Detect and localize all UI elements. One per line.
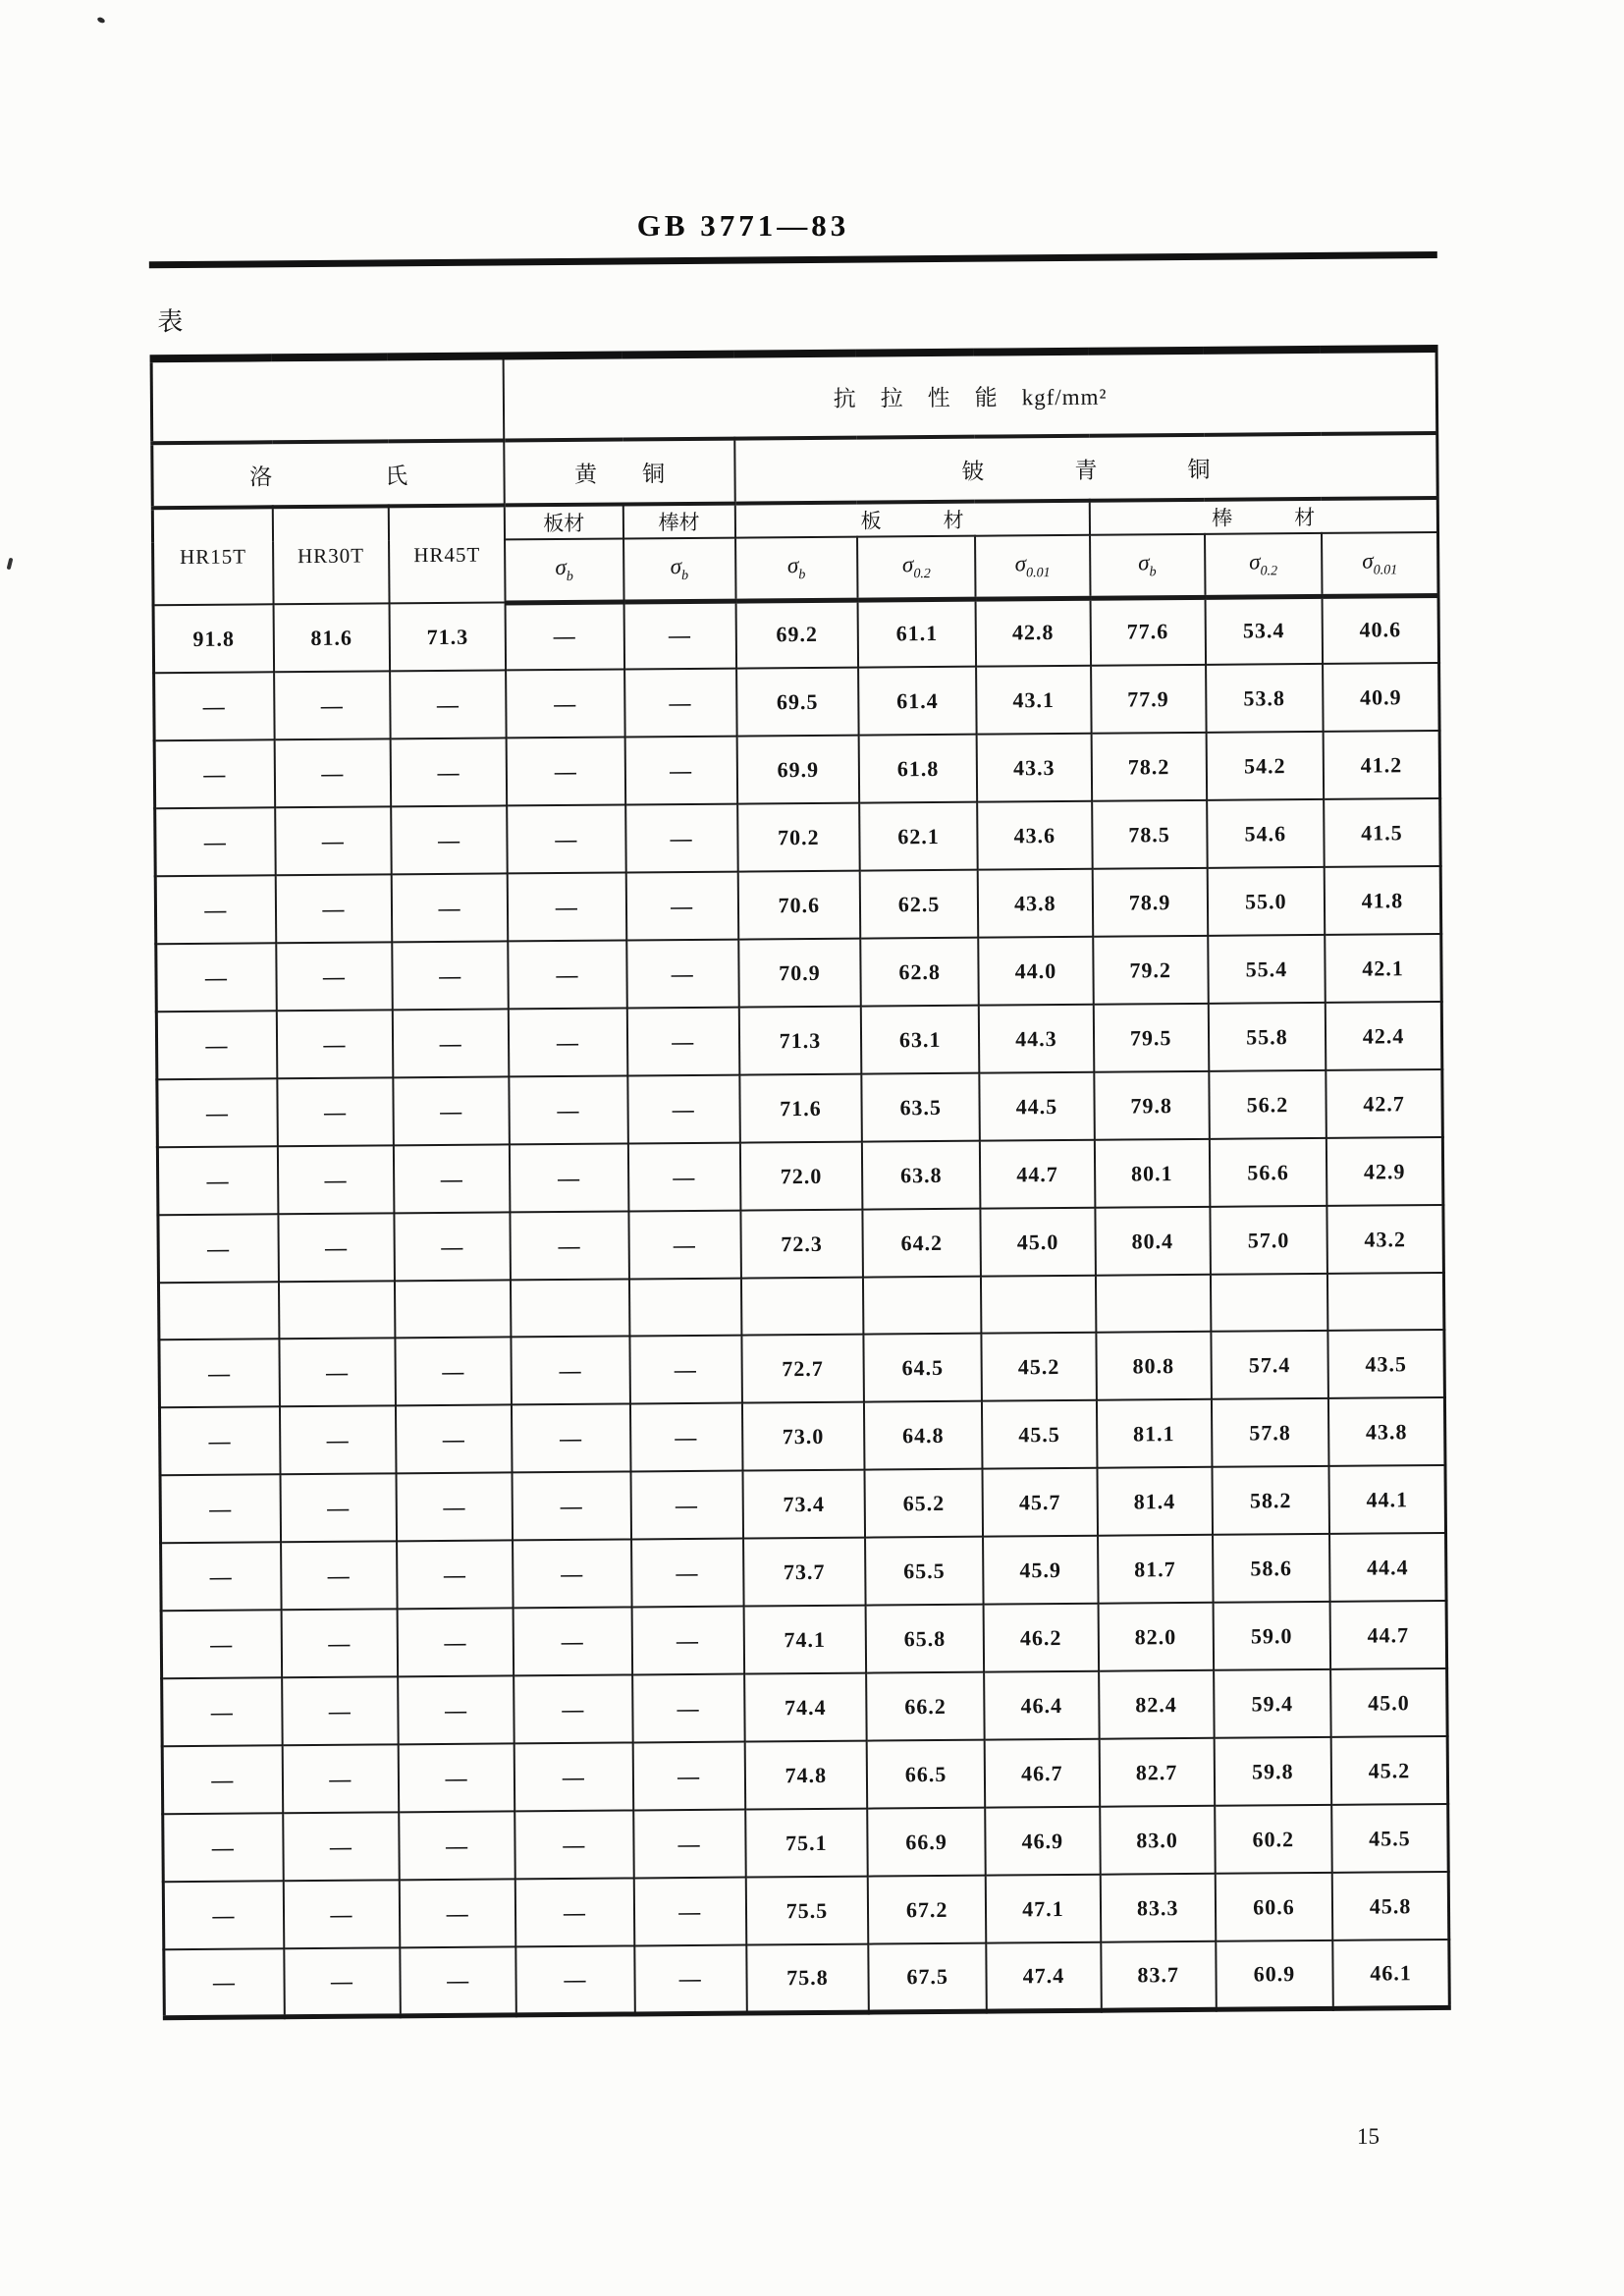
table-cell: 80.4 bbox=[1095, 1207, 1211, 1276]
table-cell: — bbox=[158, 1214, 279, 1283]
table-cell: 83.0 bbox=[1100, 1806, 1216, 1875]
table-cell: — bbox=[155, 807, 276, 876]
table-cell: — bbox=[400, 1946, 516, 2015]
table-cell: 54.2 bbox=[1206, 732, 1324, 800]
table-cell: 46.1 bbox=[1332, 1940, 1449, 2008]
table-cell: 82.4 bbox=[1099, 1670, 1215, 1739]
table-cell: 44.0 bbox=[979, 937, 1094, 1006]
table-cell: 58.6 bbox=[1213, 1534, 1330, 1603]
page-number: 15 bbox=[1357, 2124, 1380, 2149]
table-cell: 42.1 bbox=[1325, 934, 1441, 1003]
table-cell: — bbox=[633, 1810, 746, 1879]
hardness-conversion-table bbox=[150, 345, 1451, 2020]
table-cell: — bbox=[392, 941, 509, 1010]
table-cell: 55.8 bbox=[1209, 1003, 1326, 1071]
table-cell: 46.9 bbox=[985, 1807, 1100, 1876]
table-cell: — bbox=[632, 1742, 745, 1811]
table-row bbox=[160, 1465, 1446, 1543]
table-cell: — bbox=[281, 1609, 398, 1677]
table-cell: 44.3 bbox=[979, 1005, 1094, 1073]
table-cell: 71.3 bbox=[390, 602, 507, 671]
table-cell: 66.9 bbox=[867, 1808, 986, 1877]
table-cell: 59.8 bbox=[1214, 1737, 1331, 1806]
table-cell: 61.1 bbox=[858, 599, 977, 668]
table-cell: 74.8 bbox=[744, 1741, 867, 1810]
table-cell: 60.6 bbox=[1216, 1873, 1333, 1941]
table-cell: 40.6 bbox=[1323, 595, 1439, 664]
table-cell: 42.7 bbox=[1326, 1069, 1442, 1138]
table-cell: 46.4 bbox=[984, 1671, 1099, 1740]
table-cell: 62.1 bbox=[859, 802, 978, 871]
table-cell: 63.5 bbox=[861, 1073, 980, 1142]
sigma-symbol: $\sigma_{0.01}$ bbox=[1362, 548, 1398, 578]
table-cell: 75.5 bbox=[746, 1877, 869, 1945]
table-cell: — bbox=[400, 1879, 516, 1947]
table-cell: 72.7 bbox=[741, 1335, 864, 1403]
table-cell: — bbox=[164, 1948, 285, 2017]
sigma-symbol: $\sigma_{0.2}$ bbox=[1249, 549, 1278, 579]
table-cell: — bbox=[159, 1339, 280, 1407]
col-header-sigma-b-brass-sheet bbox=[505, 538, 623, 602]
table-cell: 44.7 bbox=[1330, 1601, 1447, 1669]
table-cell: — bbox=[276, 942, 393, 1011]
table-cell: — bbox=[509, 940, 627, 1009]
table-cell: — bbox=[163, 1813, 284, 1882]
table-cell: 72.3 bbox=[740, 1210, 863, 1279]
table-cell: — bbox=[393, 1009, 510, 1077]
col-header-hr15t: HR15T bbox=[152, 507, 273, 605]
table-cell: 81.4 bbox=[1097, 1467, 1213, 1536]
spacer-row bbox=[158, 1273, 1443, 1339]
table-cell: — bbox=[275, 806, 392, 875]
table-cell: — bbox=[514, 1674, 632, 1743]
table-cell: — bbox=[161, 1610, 282, 1678]
table-cell: — bbox=[515, 1878, 634, 1946]
table-cell: 41.5 bbox=[1324, 798, 1440, 867]
table-cell: 74.1 bbox=[743, 1606, 866, 1674]
table-cell: — bbox=[391, 738, 508, 806]
table-cell: 45.2 bbox=[982, 1333, 1097, 1401]
table-cell: 67.2 bbox=[868, 1876, 987, 1944]
table-cell: 64.2 bbox=[862, 1209, 981, 1278]
table-cell: — bbox=[633, 1878, 746, 1946]
table-cell: — bbox=[630, 1471, 743, 1540]
table-cell: 54.6 bbox=[1207, 799, 1325, 868]
sigma-symbol: $\sigma_b$ bbox=[670, 553, 689, 583]
table-cell: 66.2 bbox=[866, 1672, 985, 1741]
table-cell: 40.9 bbox=[1323, 663, 1439, 732]
table-cell: — bbox=[514, 1607, 632, 1675]
table-cell bbox=[511, 1279, 629, 1337]
table-cell: 42.9 bbox=[1326, 1137, 1443, 1206]
table-cell: — bbox=[157, 1078, 278, 1147]
table-row bbox=[163, 1804, 1449, 1882]
table-cell: — bbox=[274, 671, 391, 739]
table-row bbox=[153, 595, 1439, 673]
table-row bbox=[157, 1137, 1443, 1215]
table-caption: 表 bbox=[157, 307, 184, 337]
table-cell: — bbox=[162, 1745, 283, 1814]
table-cell bbox=[628, 1279, 741, 1337]
table-cell: — bbox=[625, 872, 738, 941]
table-cell: — bbox=[629, 1336, 742, 1404]
table-cell: — bbox=[506, 669, 624, 738]
header-row-groups bbox=[152, 433, 1437, 508]
table-cell: — bbox=[397, 1540, 514, 1609]
table-cell: — bbox=[516, 1945, 635, 2014]
table-cell: 53.4 bbox=[1205, 596, 1323, 665]
table-cell: 45.0 bbox=[1330, 1668, 1447, 1737]
table-row bbox=[164, 1940, 1450, 2017]
col-header-sigma-b-bronze-bar bbox=[1090, 534, 1206, 598]
table-cell: 45.0 bbox=[981, 1208, 1096, 1277]
table-cell: 70.6 bbox=[737, 871, 860, 940]
table-cell: 80.8 bbox=[1096, 1332, 1212, 1400]
table-cell: 43.1 bbox=[976, 666, 1091, 735]
table-cell: — bbox=[628, 1211, 741, 1280]
table-cell: 56.6 bbox=[1210, 1138, 1327, 1207]
table-cell bbox=[863, 1277, 982, 1335]
table-cell: 63.8 bbox=[862, 1141, 981, 1210]
sigma-symbol: $\sigma_b$ bbox=[786, 552, 806, 582]
table-cell: — bbox=[511, 1211, 629, 1280]
table-cell: — bbox=[159, 1406, 280, 1475]
sigma-symbol: $\sigma_b$ bbox=[555, 554, 573, 584]
table-cell: 55.4 bbox=[1208, 935, 1326, 1004]
table-cell: 69.5 bbox=[736, 668, 859, 737]
table-cell: 66.5 bbox=[867, 1740, 986, 1809]
brass-sheet-header: 板材 bbox=[505, 504, 623, 539]
table-cell: 75.8 bbox=[746, 1944, 869, 2013]
table-row bbox=[159, 1397, 1445, 1475]
table-cell: — bbox=[626, 940, 739, 1009]
table-cell: — bbox=[507, 804, 625, 873]
table-cell: 70.9 bbox=[738, 939, 861, 1008]
table-cell: 45.8 bbox=[1332, 1872, 1449, 1941]
table-cell: 60.2 bbox=[1215, 1805, 1332, 1874]
table-cell: — bbox=[626, 1008, 739, 1076]
table-cell: — bbox=[279, 1338, 396, 1406]
table-cell: 65.8 bbox=[866, 1605, 985, 1673]
table-cell: 43.2 bbox=[1326, 1205, 1443, 1274]
table-cell: 81.1 bbox=[1096, 1399, 1212, 1468]
table-cell: 58.2 bbox=[1212, 1466, 1329, 1535]
table-cell: — bbox=[280, 1473, 397, 1542]
table-cell: — bbox=[154, 672, 275, 740]
table-cell: — bbox=[396, 1404, 513, 1473]
table-row bbox=[155, 798, 1441, 876]
table-cell: 69.2 bbox=[735, 600, 858, 669]
table-cell: 41.8 bbox=[1325, 866, 1441, 935]
col-header-hr45t: HR45T bbox=[389, 505, 506, 603]
table-cell: 91.8 bbox=[153, 604, 274, 673]
empty-header-cell bbox=[151, 355, 504, 443]
table-cell: 59.4 bbox=[1214, 1669, 1331, 1738]
table-row bbox=[161, 1601, 1447, 1678]
table-cell: — bbox=[156, 943, 277, 1011]
table-cell: — bbox=[274, 738, 391, 807]
table-cell: 45.9 bbox=[983, 1536, 1098, 1605]
table-cell: 78.2 bbox=[1091, 733, 1207, 801]
table-cell: 72.0 bbox=[740, 1142, 863, 1211]
table-cell: — bbox=[624, 669, 737, 738]
table-body bbox=[153, 595, 1449, 2017]
table-cell: — bbox=[625, 804, 738, 873]
table-cell: — bbox=[278, 1145, 395, 1214]
table-row bbox=[157, 1069, 1443, 1147]
table-cell bbox=[1327, 1273, 1444, 1331]
table-cell: — bbox=[398, 1608, 514, 1676]
table-cell: 79.8 bbox=[1094, 1071, 1210, 1140]
tensile-property-header: 抗 拉 性 能 kgf/mm² bbox=[504, 349, 1437, 440]
header-rule bbox=[149, 251, 1437, 268]
table-cell: 55.0 bbox=[1207, 867, 1325, 936]
table-cell: 43.8 bbox=[1328, 1397, 1445, 1466]
table-cell: — bbox=[399, 1811, 515, 1880]
table-cell: — bbox=[512, 1336, 630, 1404]
table-cell: — bbox=[277, 1077, 394, 1146]
table-cell: 65.5 bbox=[865, 1537, 984, 1606]
table-cell: 77.6 bbox=[1090, 597, 1206, 666]
table-cell: — bbox=[280, 1405, 397, 1474]
table-cell: — bbox=[634, 1945, 747, 2014]
table-cell: 41.2 bbox=[1324, 731, 1440, 799]
brass-group-header: 黄 铜 bbox=[505, 439, 735, 506]
table-cell: 44.1 bbox=[1329, 1465, 1446, 1534]
table-cell: 82.7 bbox=[1099, 1738, 1215, 1807]
table-cell: 42.8 bbox=[976, 598, 1091, 667]
table-cell: 43.6 bbox=[977, 801, 1092, 870]
table-cell: 45.5 bbox=[1331, 1804, 1448, 1873]
table-cell: 80.1 bbox=[1094, 1139, 1210, 1208]
table-cell: 61.8 bbox=[859, 735, 978, 803]
table-row bbox=[162, 1668, 1448, 1746]
table-cell: 75.1 bbox=[745, 1809, 868, 1878]
table-cell: 83.7 bbox=[1101, 1941, 1217, 2010]
table-cell bbox=[981, 1276, 1096, 1334]
col-header-sigma-02-bronze-sheet bbox=[857, 536, 976, 600]
table-cell: — bbox=[394, 1212, 511, 1281]
table-cell bbox=[279, 1281, 396, 1339]
table-cell: 81.7 bbox=[1098, 1535, 1214, 1604]
table-cell: — bbox=[160, 1474, 281, 1543]
table-cell: — bbox=[514, 1742, 633, 1811]
brass-bar-header: 棒材 bbox=[623, 504, 735, 539]
col-header-sigma-001-bronze-bar bbox=[1322, 532, 1438, 596]
table-cell: — bbox=[512, 1403, 630, 1472]
table-cell: 71.3 bbox=[739, 1007, 862, 1075]
table-cell: 45.7 bbox=[983, 1468, 1098, 1537]
table-cell: 46.2 bbox=[984, 1604, 1099, 1672]
table-cell: — bbox=[398, 1675, 514, 1744]
table-row bbox=[162, 1736, 1448, 1814]
col-header-sigma-b-brass-bar bbox=[623, 538, 736, 602]
table-cell: — bbox=[155, 875, 276, 944]
table-cell: 43.5 bbox=[1327, 1330, 1444, 1398]
table-cell: 53.8 bbox=[1206, 664, 1324, 733]
table-cell: 60.9 bbox=[1216, 1941, 1333, 2009]
table-cell: 78.9 bbox=[1092, 868, 1208, 937]
table-cell bbox=[158, 1282, 279, 1339]
table-cell bbox=[395, 1280, 512, 1338]
table-cell: 78.5 bbox=[1092, 800, 1208, 869]
table-cell: — bbox=[627, 1075, 740, 1144]
table-row bbox=[154, 663, 1440, 740]
table-cell: 43.3 bbox=[977, 734, 1092, 802]
table-cell: — bbox=[393, 1076, 510, 1145]
table-cell: 47.4 bbox=[987, 1942, 1102, 2011]
table-cell: — bbox=[629, 1403, 742, 1472]
table-cell: 81.6 bbox=[273, 603, 390, 672]
table-cell: 57.0 bbox=[1210, 1206, 1327, 1275]
table-cell: — bbox=[390, 670, 507, 738]
table-cell: 73.4 bbox=[742, 1470, 865, 1539]
table-cell: — bbox=[510, 1075, 628, 1144]
table-cell: 44.7 bbox=[980, 1140, 1095, 1209]
rockwell-group-header: 洛 氏 bbox=[152, 440, 505, 508]
table-row bbox=[163, 1872, 1449, 1949]
table-cell: — bbox=[399, 1743, 515, 1812]
table-cell: 79.5 bbox=[1093, 1004, 1209, 1072]
table-cell: — bbox=[513, 1539, 631, 1608]
table-cell: — bbox=[514, 1810, 633, 1879]
table-row bbox=[154, 731, 1440, 808]
table-cell: — bbox=[631, 1539, 744, 1608]
table-cell bbox=[1211, 1274, 1328, 1332]
table-cell: — bbox=[507, 737, 625, 805]
table-row bbox=[156, 934, 1442, 1011]
table-cell: 47.1 bbox=[986, 1875, 1101, 1943]
table-cell: 56.2 bbox=[1209, 1070, 1326, 1139]
table-cell: 64.5 bbox=[863, 1334, 982, 1402]
table-cell: — bbox=[284, 1947, 401, 2016]
table-cell: 71.6 bbox=[739, 1074, 862, 1143]
table-cell: — bbox=[394, 1144, 511, 1213]
table-cell: 62.8 bbox=[860, 938, 979, 1007]
table-cell: — bbox=[278, 1213, 395, 1282]
standard-number-title: GB 3771—83 bbox=[636, 208, 850, 243]
table-cell: — bbox=[163, 1881, 284, 1949]
table-cell: — bbox=[282, 1676, 399, 1745]
table-cell bbox=[741, 1278, 864, 1336]
table-cell: 45.5 bbox=[982, 1400, 1097, 1469]
table-cell: — bbox=[509, 1008, 627, 1076]
table-cell: 79.2 bbox=[1093, 936, 1209, 1005]
table-row bbox=[161, 1533, 1447, 1611]
table-cell: 44.5 bbox=[980, 1072, 1095, 1141]
table-cell: 42.4 bbox=[1326, 1002, 1442, 1070]
table-cell: 45.2 bbox=[1331, 1736, 1448, 1805]
table-cell: 82.0 bbox=[1098, 1603, 1214, 1671]
table-cell: 59.0 bbox=[1213, 1602, 1330, 1670]
table-cell: — bbox=[281, 1541, 398, 1610]
table-cell: 44.4 bbox=[1329, 1533, 1446, 1602]
table-cell: — bbox=[397, 1472, 514, 1541]
table-cell: 65.2 bbox=[865, 1469, 984, 1538]
table-cell: — bbox=[508, 872, 626, 941]
table-row bbox=[158, 1205, 1444, 1283]
table-cell: 43.8 bbox=[978, 869, 1093, 938]
table-cell: — bbox=[154, 739, 275, 808]
col-header-sigma-02-bronze-bar bbox=[1205, 533, 1323, 597]
table-cell: 77.9 bbox=[1091, 665, 1207, 734]
table-cell: — bbox=[277, 1010, 394, 1078]
table-cell: — bbox=[391, 805, 508, 874]
table-cell: 62.5 bbox=[860, 870, 979, 939]
table-cell: — bbox=[627, 1143, 740, 1212]
table-cell: 61.4 bbox=[858, 667, 977, 736]
table-cell: — bbox=[631, 1607, 744, 1675]
sigma-symbol: $\sigma_{0.01}$ bbox=[1014, 551, 1051, 581]
table-cell: — bbox=[282, 1744, 399, 1813]
table-cell: — bbox=[624, 737, 737, 805]
table-cell: — bbox=[513, 1471, 631, 1540]
table-cell: 83.3 bbox=[1100, 1874, 1216, 1942]
table-cell: 46.7 bbox=[985, 1739, 1100, 1808]
table-cell: — bbox=[395, 1337, 512, 1405]
table-cell bbox=[1095, 1275, 1211, 1333]
table-cell: — bbox=[392, 873, 509, 942]
table-cell: — bbox=[623, 601, 736, 670]
table-cell: — bbox=[506, 601, 624, 670]
table-cell: 64.8 bbox=[864, 1401, 983, 1470]
table-cell: — bbox=[161, 1542, 282, 1611]
beryllium-bronze-group-header: 铍 青 铜 bbox=[734, 433, 1437, 504]
table-cell: 69.9 bbox=[736, 736, 859, 804]
table-cell: 67.5 bbox=[868, 1943, 987, 2012]
table-cell: — bbox=[283, 1812, 400, 1881]
bronze-bar-header: 棒 材 bbox=[1089, 498, 1437, 535]
table-cell: — bbox=[157, 1146, 278, 1215]
table-cell: 73.0 bbox=[742, 1402, 865, 1471]
col-header-sigma-001-bronze-sheet bbox=[975, 535, 1090, 599]
sigma-symbol: $\sigma_{0.2}$ bbox=[901, 551, 931, 581]
col-header-hr30t: HR30T bbox=[273, 506, 390, 604]
table-cell: — bbox=[162, 1677, 283, 1746]
table-cell: — bbox=[510, 1143, 628, 1212]
table-row bbox=[159, 1330, 1445, 1407]
table-cell: 63.1 bbox=[861, 1006, 980, 1074]
table-cell: — bbox=[632, 1674, 745, 1743]
table-cell: — bbox=[284, 1880, 401, 1948]
table-cell: 57.4 bbox=[1211, 1331, 1328, 1399]
bronze-sheet-header: 板 材 bbox=[735, 501, 1090, 538]
table-row bbox=[155, 866, 1441, 944]
col-header-sigma-b-bronze-sheet bbox=[735, 537, 858, 601]
table-cell: 57.8 bbox=[1212, 1398, 1329, 1467]
table-cell: — bbox=[275, 874, 392, 943]
table-cell: — bbox=[156, 1011, 277, 1079]
table-cell: 73.7 bbox=[743, 1538, 866, 1607]
header-row-tensile bbox=[151, 349, 1437, 443]
sigma-symbol: $\sigma_b$ bbox=[1138, 550, 1157, 580]
table-cell: 70.2 bbox=[737, 803, 860, 872]
table-cell: 74.4 bbox=[744, 1673, 867, 1742]
table-row bbox=[156, 1002, 1442, 1079]
